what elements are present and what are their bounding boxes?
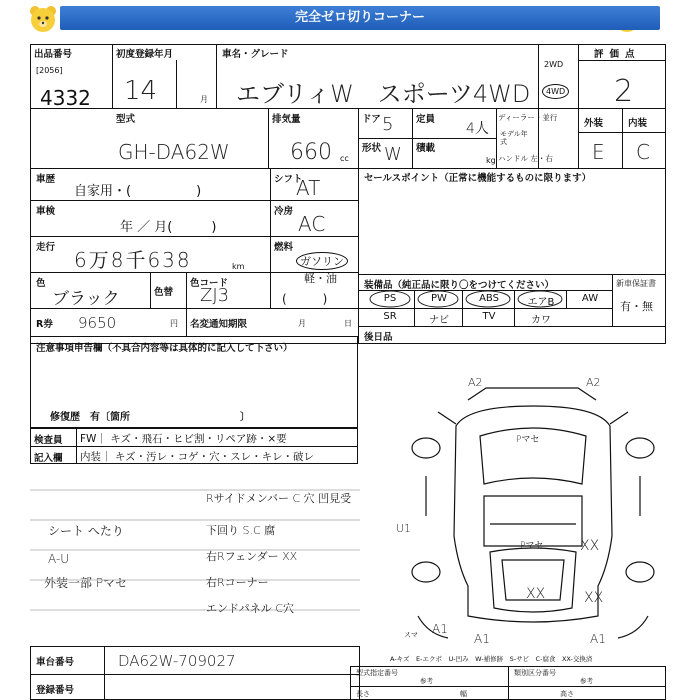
ref-label-1: 参考 (420, 677, 433, 685)
mark-rear-roof: Pマセ (520, 541, 544, 551)
mark-a1-mid: A1 (474, 632, 490, 646)
color-code-value: ZJ3 (200, 285, 230, 306)
load-label: 積載 (416, 143, 436, 154)
equip-pw: PW (431, 293, 447, 304)
model-name: エブリィW スポーツ4WD (236, 80, 531, 108)
recycle-label: R券 (36, 319, 53, 330)
interior-grade: C (636, 140, 650, 164)
lot-number: 4332 (40, 86, 91, 110)
equip-tv: TV (482, 311, 496, 322)
capacity-label: 定員 (416, 114, 436, 125)
history-value: 自家用・( ) (74, 184, 202, 199)
model-type-label: 型式 (116, 114, 136, 125)
mark-xx-right: XX (580, 538, 600, 554)
inspector-row1: FW｜ キズ・飛石・ヒビ割・リペア跡・×要 (80, 433, 287, 445)
mark-u1: U1 (396, 522, 412, 535)
chassis-number: DA62W-709027 (118, 652, 236, 670)
color-label: 色 (36, 278, 46, 289)
guarantee-label: 新車保証書 (616, 279, 656, 288)
model-year-label: モデル年式 (500, 130, 528, 146)
mark-sumi: スマ (404, 631, 418, 639)
selling-points-label: セールスポイント（正常に機能するものに限ります） (364, 173, 592, 184)
mileage-value: 6万8千638 (74, 248, 192, 272)
load-unit: kg (486, 156, 496, 165)
recycle-unit: 円 (170, 319, 178, 328)
mark-a2-left: A2 (468, 376, 483, 389)
diagram-note-4: 右Rコーナー (206, 576, 269, 589)
equip-ps: PS (383, 293, 397, 304)
equip-airbag: エアB (527, 297, 555, 308)
fuel-alt: 軽・油 (304, 272, 337, 285)
class-cert-label: 類別区分番号 (514, 669, 556, 677)
exterior-grade: E (592, 140, 605, 164)
diagram-note-3: 右Rフェンダー XX (206, 550, 298, 563)
ac-label: 冷房 (274, 206, 294, 217)
ac-value: AC (298, 212, 326, 236)
doors-value: 5 (382, 114, 394, 135)
equip-navi: ナビ (429, 315, 449, 326)
mark-a2-right: A2 (586, 376, 601, 389)
notify-label: 名変通知期限 (190, 319, 248, 330)
drive-2wd: 2WD (544, 60, 564, 69)
score-label: 評価点 (594, 49, 641, 60)
note-exterior: 外装一部 Pマセ (44, 576, 128, 590)
equip-sr: SR (383, 311, 397, 322)
shift-value: AT (296, 176, 321, 200)
dealer-label: ディーラー・並行 (498, 113, 558, 122)
ref-label-2: 参考 (580, 677, 593, 685)
color-code-label: 色コード (190, 278, 229, 289)
fuel-bracket: ( ) (282, 292, 328, 306)
inspector-row2: 内装｜ キズ・汚レ・コゲ・穴・スレ・キレ・破レ (80, 451, 315, 463)
bear-mascot-icon (26, 2, 60, 36)
diagram-note-1: Rサイドメンバー C 穴 凹見受 (206, 492, 352, 505)
exterior-label: 外装 (584, 118, 604, 129)
equip-aw: AW (581, 293, 599, 304)
notify-month: 月 (298, 319, 306, 328)
mark-xx-rear: XX (526, 586, 546, 602)
length-label: 長さ (356, 690, 370, 698)
mileage-unit: km (232, 262, 245, 271)
diagram-note-2: 下回り S.C 腐 (206, 524, 276, 537)
width-label: 幅 (460, 690, 467, 698)
shape-value: W (384, 144, 402, 165)
doors-label: ドア (362, 114, 381, 125)
color-value: ブラック (52, 289, 120, 309)
equip-leather: カワ (531, 315, 551, 326)
equipment-circles (358, 288, 578, 328)
type-cert-label: 型式指定番号 (356, 669, 398, 677)
score-value: 2 (614, 74, 634, 109)
handle-label: ハンドル 左・右 (498, 154, 553, 163)
displacement-value: 660 (290, 140, 332, 165)
shift-label: シフト (274, 174, 303, 185)
notify-day: 日 (344, 319, 352, 328)
damage-legend: A-キズ E-エクボ U-凹み W-補修跡 S-サビ C-腐食 XX-交換済 (390, 655, 593, 663)
month-unit: 月 (200, 95, 208, 104)
guarantee-value: 有・無 (620, 300, 653, 313)
repair-history-label: 修復歴 有〔箇所 〕 (50, 412, 250, 423)
diagram-note-5: エンドパネル C穴 (206, 602, 294, 615)
inspector-label: 検査員 (34, 435, 63, 446)
displacement-label: 排気量 (272, 114, 301, 125)
equipment-label: 装備品（純正品に限り〇をつけてください） (364, 280, 555, 291)
mark-a1-right: A1 (590, 632, 606, 646)
registration-label: 登録番号 (36, 685, 75, 696)
height-label: 高さ (560, 690, 574, 698)
shape-label: 形状 (362, 143, 382, 154)
model-name-label: 車名・グレード (222, 49, 289, 60)
lot-number-sub: [2056] (36, 66, 63, 75)
lot-number-label: 出品番号 (34, 49, 73, 60)
capacity-value: 4人 (466, 121, 489, 137)
displacement-unit: cc (340, 154, 349, 163)
first-registration-label: 初度登録年月 (116, 49, 174, 60)
model-type-value: GH-DA62W (118, 140, 230, 164)
recycle-value: 9650 (78, 314, 117, 332)
note-au: A-U (48, 552, 70, 566)
first-registration-year: 14 (124, 76, 158, 106)
mileage-label: 走行 (36, 242, 56, 253)
equip-abs: ABS (479, 293, 499, 304)
mark-a1-left: A1 (432, 622, 448, 636)
color-change-label: 色替 (154, 287, 174, 298)
fuel-value-circled: ガソリン (296, 252, 348, 270)
fuel-label: 燃料 (274, 242, 294, 253)
interior-label: 内装 (628, 118, 648, 129)
note-seat: シート へたり (48, 524, 124, 538)
mark-roof: Pマセ (516, 435, 540, 445)
inspection-label: 車検 (36, 206, 56, 217)
inspection-value: 年 ／ 月( ) (120, 220, 217, 235)
mark-xx-corner: XX (584, 590, 604, 606)
page-title-banner: 完全ゼロ切りコーナー (60, 6, 660, 30)
notes-label: 注意事項申告欄（不具合内容等は具体的に記入して下さい） (36, 343, 293, 354)
history-label: 車歴 (36, 174, 56, 185)
entry-label: 記入欄 (34, 453, 63, 464)
drive-4wd-circled: 4WD (542, 84, 569, 99)
rear-items-label: 後日品 (364, 332, 393, 343)
car-damage-diagram (398, 376, 668, 648)
chassis-label: 車台番号 (36, 657, 75, 668)
